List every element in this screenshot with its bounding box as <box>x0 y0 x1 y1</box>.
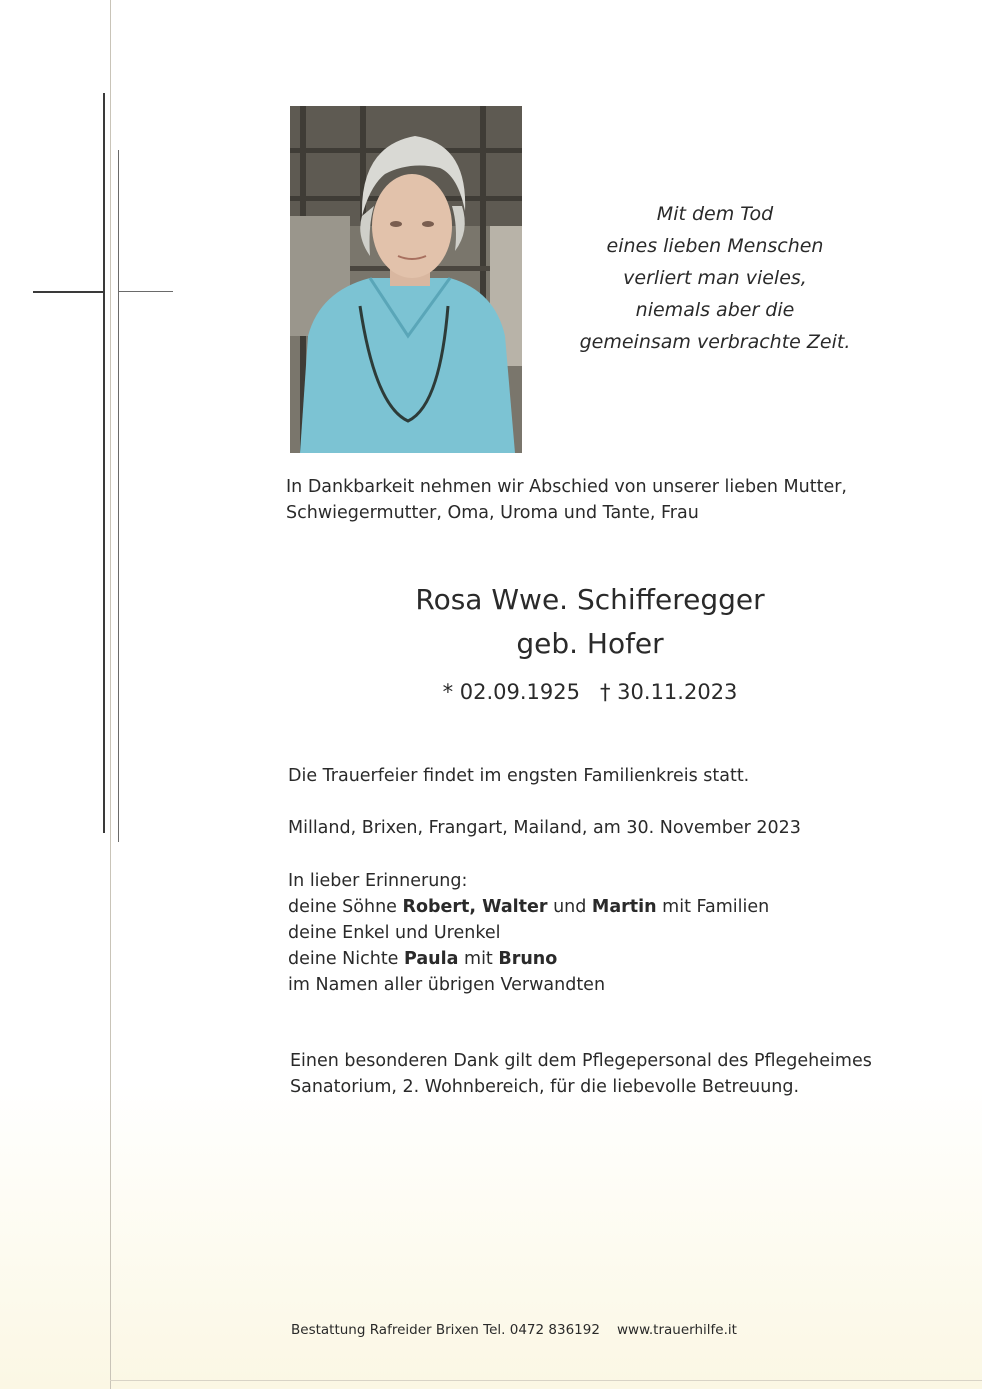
website-link[interactable]: www.trauerhilfe.it <box>617 1322 737 1338</box>
deceased-name: Rosa Wwe. Schifferegger <box>415 583 765 616</box>
mourners-line-sons: deine Söhne Robert, Walter und Martin mit Familien <box>288 897 770 917</box>
quote-line: gemeinsam verbrachte Zeit. <box>579 331 851 353</box>
life-dates: * 02.09.1925 † 30.11.2023 <box>442 680 738 704</box>
intro-line-2: Schwiegermutter, Oma, Uroma und Tante, Frau <box>286 503 699 523</box>
portrait-photo <box>290 106 522 453</box>
mourners-line-relatives: im Namen aller übrigen Verwandten <box>288 975 606 995</box>
undertaker-info: Bestattung Rafreider Brixen Tel. 0472 836192 <box>291 1322 600 1338</box>
intro-line-1: In Dankbarkeit nehmen wir Abschied von unserer lieben Mutter, <box>286 477 847 497</box>
quote-line: verliert man vieles, <box>623 267 807 289</box>
thanks-line-1: Einen besonderen Dank gilt dem Pflegepersonal des Pflegeheimes <box>290 1051 872 1071</box>
mourners-line-grandchildren: deine Enkel und Urenkel <box>288 923 501 943</box>
quote-line: Mit dem Tod <box>656 203 774 225</box>
thanks-line-2: Sanatorium, 2. Wohnbereich, für die liebevolle Betreuung. <box>290 1077 800 1097</box>
card-fold-line <box>110 0 111 1389</box>
quote-line: eines lieben Menschen <box>606 235 824 257</box>
cross-horizontal-line-inner <box>118 291 173 292</box>
mourners-line-niece: deine Nichte Paula mit Bruno <box>288 949 558 969</box>
maiden-name: geb. Hofer <box>516 627 664 660</box>
card-bottom-edge <box>110 1380 982 1381</box>
memorial-quote <box>560 198 870 358</box>
ceremony-note: Die Trauerfeier findet im engsten Familienkreis statt. <box>288 766 750 786</box>
cross-horizontal-line <box>33 291 104 293</box>
quote-line: niemals aber die <box>635 299 795 321</box>
place-and-date: Milland, Brixen, Frangart, Mailand, am 30. November 2023 <box>288 818 801 838</box>
mourners-heading: In lieber Erinnerung: <box>288 871 468 891</box>
cross-vertical-line <box>103 93 105 833</box>
cross-vertical-line-inner <box>118 150 119 842</box>
